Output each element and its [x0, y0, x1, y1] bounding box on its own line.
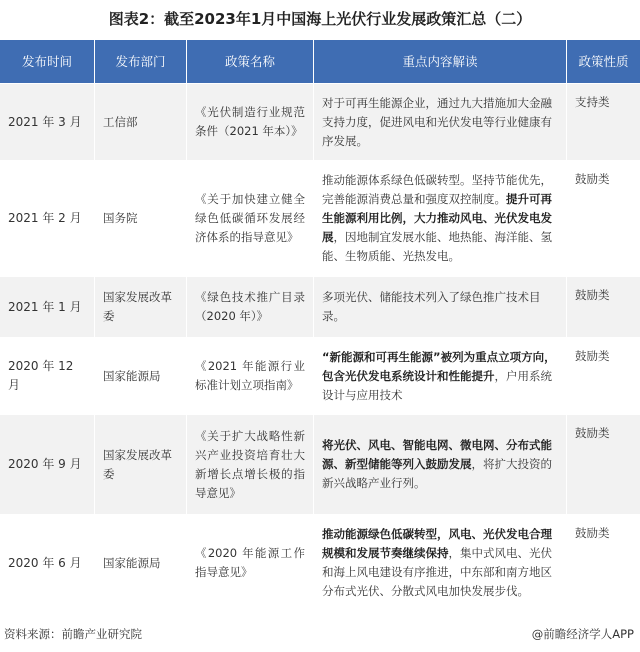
source-note: 资料来源：前瞻产业研究院 — [4, 627, 142, 641]
row-policy-name: 《2021 年能源行业标准计划立项指南》 — [187, 338, 314, 414]
header-dept: 发布部门 — [95, 40, 187, 83]
content-text: 推动能源体系绿色低碳转型。坚持节能优先，完善能源消费总量和强度双控制度。 — [322, 173, 552, 206]
content-text: 多项光伏、储能技术列入了绿色推广技术目录。 — [322, 290, 541, 323]
row-date: 2020 年 9 月 — [0, 415, 95, 514]
row-dept: 国务院 — [95, 161, 187, 276]
content-highlight: “新能源和可再生能源”被列为重点立项方向，包含光伏发电系统设计和性能提升 — [322, 349, 556, 383]
row-policy-nature: 鼓励类 — [575, 426, 610, 440]
table-row — [0, 514, 640, 611]
row-dept: 国家能源局 — [95, 338, 187, 414]
row-policy-nature: 鼓励类 — [575, 172, 610, 186]
row-date: 2020 年 12 月 — [0, 338, 95, 414]
row-policy-nature: 鼓励类 — [575, 526, 610, 540]
content-text: ，因地制宜发展水能、地热能、海洋能、氢能、生物质能、光热发电。 — [322, 230, 552, 263]
row-dept: 国家发展改革委 — [95, 415, 187, 514]
row-policy-name: 《关于加快建立健全绿色低碳循环发展经济体系的指导意见》 — [187, 161, 314, 276]
table-header-row — [0, 40, 640, 83]
row-key-content — [314, 415, 567, 514]
table-row — [0, 160, 640, 276]
content-text: ，将扩大投资的新兴战略产业行列。 — [322, 457, 552, 490]
row-policy-name: 《绿色技术推广目录（2020 年）》 — [187, 277, 314, 337]
row-policy-name: 《关于扩大战略性新兴产业投资培育壮大新增长点增长极的指导意见》 — [187, 415, 314, 514]
row-key-content — [314, 277, 567, 337]
content-text: ，集中式风电、光伏和海上风电建设有序推进，中东部和南方地区分布式光伏、分散式风电加快发展步伐。 — [322, 546, 552, 598]
row-policy-name: 《光伏制造行业规范条件（2021 年本）》 — [187, 84, 314, 160]
brand-credit: @前瞻经济学人APP — [531, 627, 634, 641]
row-dept: 工信部 — [95, 84, 187, 160]
row-policy-nature: 支持类 — [575, 95, 610, 109]
header-date: 发布时间 — [0, 40, 95, 83]
row-date: 2020 年 6 月 — [0, 515, 95, 611]
header-policy-nature: 政策性质 — [578, 54, 629, 69]
header-key-content: 重点内容解读 — [314, 40, 567, 83]
table-row — [0, 337, 640, 414]
header-policy-name: 政策名称 — [187, 40, 314, 83]
row-date: 2021 年 2 月 — [0, 161, 95, 276]
row-key-content — [314, 84, 567, 160]
content-highlight: 推动能源绿色低碳转型，风电、光伏发电合理规模和发展节奏继续保持 — [322, 527, 552, 560]
row-key-content — [314, 338, 567, 414]
row-policy-nature: 鼓励类 — [575, 288, 610, 302]
content-highlight: 将光伏、风电、智能电网、微电网、分布式能源、新型储能等列入鼓励发展 — [322, 438, 552, 471]
row-dept: 国家能源局 — [95, 515, 187, 611]
content-highlight: 提升可再生能源利用比例，大力推动风电、光伏发电发展 — [322, 192, 552, 244]
row-policy-name: 《2020 年能源工作指导意见》 — [187, 515, 314, 611]
table-row — [0, 414, 640, 514]
row-key-content — [314, 515, 567, 611]
row-key-content — [314, 161, 567, 276]
row-dept: 国家发展改革委 — [95, 277, 187, 337]
policy-table — [0, 40, 640, 611]
chart-title: 图表2：截至2023年1月中国海上光伏行业发展政策汇总（二） — [108, 10, 532, 28]
table-row — [0, 83, 640, 160]
row-date: 2021 年 3 月 — [0, 84, 95, 160]
table-row — [0, 276, 640, 337]
row-policy-nature: 鼓励类 — [575, 349, 610, 363]
row-date: 2021 年 1 月 — [0, 277, 95, 337]
content-text: 对于可再生能源企业，通过九大措施加大金融支持力度，促进风电和光伏发电等行业健康有序发展。 — [322, 95, 552, 148]
content-text: ，户用系统设计与应用技术 — [322, 368, 552, 402]
